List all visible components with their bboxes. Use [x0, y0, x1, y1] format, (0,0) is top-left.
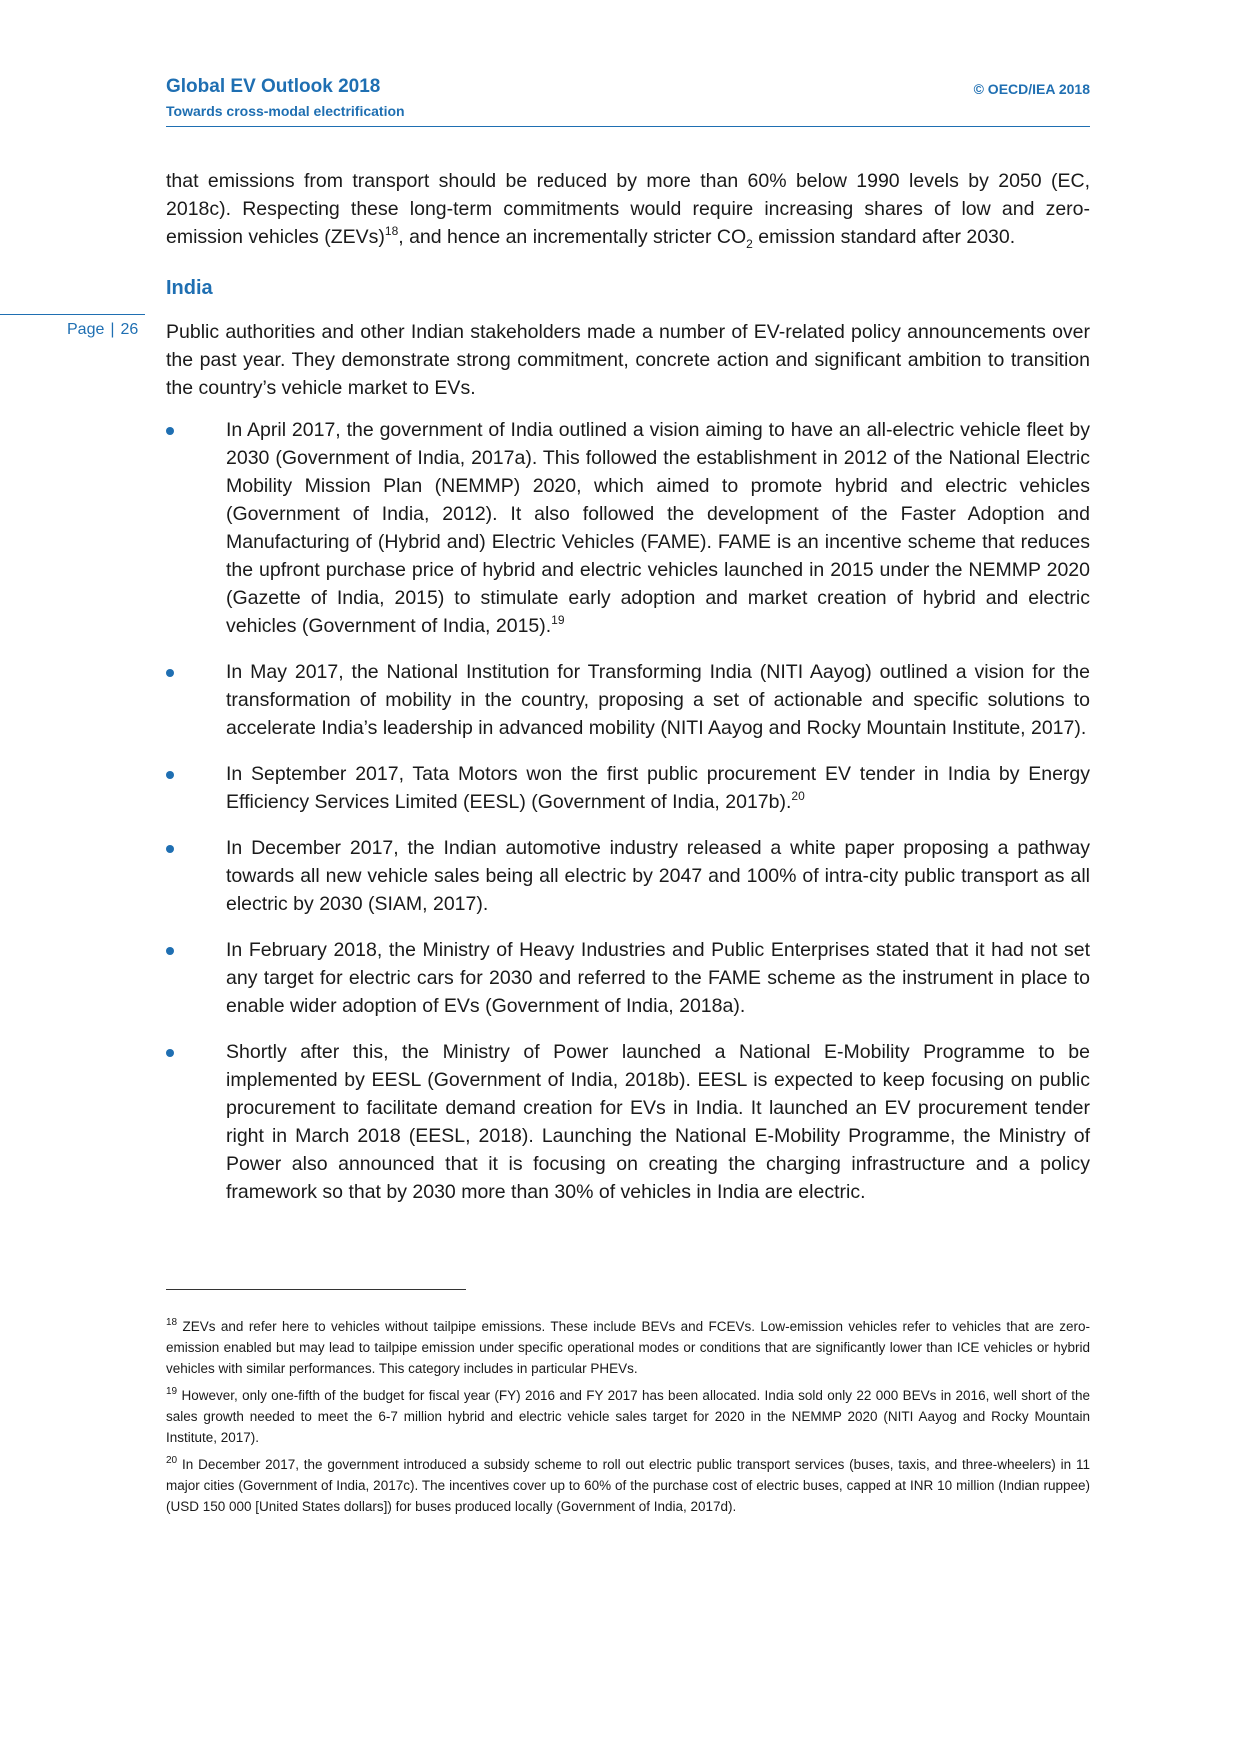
intro-text-b: , and hence an incrementally stricter CO: [398, 226, 747, 248]
bullet-text: In April 2017, the government of India outlined a vision aiming to have an all-electric vehicle fleet by 2030 (Government of India, 2017a). This followed the establishment in 2012 of the National Electric Mobility Mission Plan (NEMMP) 2020, which aimed to promote hybrid and electric vehicles (Government of India, 2012). It also followed the development of the Faster Adoption and Manufacturing of (Hybrid and) Electric Vehicles (FAME). FAME is an incentive scheme that reduces the upfront purchase price of hybrid and electric vehicles launched in 2015 under the NEMMP 2020 (Gazette of India, 2015) to stimulate early adoption and market creation of hybrid and electric vehicles (Government of India, 2015).: [226, 419, 1090, 637]
bullet-icon: [166, 845, 174, 853]
copyright-notice: © OECD/IEA 2018: [973, 81, 1090, 97]
footnote-number: 20: [166, 1454, 178, 1466]
list-item: [166, 936, 1090, 1020]
bullet-text: In February 2018, the Ministry of Heavy Industries and Public Enterprises stated that it had not set any target for electric cars for 2030 and referred to the FAME scheme as the instrument in place to enable wider adoption of EVs (Government of India, 2018a).: [226, 939, 1090, 1017]
page-number-value: 26: [120, 321, 139, 338]
bullet-text: In May 2017, the National Institution for Transforming India (NITI Aayog) outlined a vision for the transformation of mobility in the country, proposing a set of actionable and specific solutions to accelerate India’s leadership in advanced mobility (NITI Aayog and Rocky Mountain Institute, 2017).: [226, 661, 1090, 739]
section-lead-paragraph: Public authorities and other Indian stakeholders made a number of EV-related policy announcements over the past year. They demonstrate strong commitment, concrete action and significant ambition to transition the country’s vehicle market to EVs.: [166, 321, 1090, 399]
footnote-text: In December 2017, the government introduced a subsidy scheme to roll out electric public transport services (buses, taxis, and three-wheelers) in 11 major cities (Government of India, 2017c). The incentives cover up to 60% of the purchase cost of electric buses, capped at INR 10 million (Indian ruppee) (USD 150 000 [United States dollars]) for buses produced locally (Government of India, 2017d).: [166, 1457, 1090, 1514]
report-title: Global EV Outlook 2018: [166, 76, 381, 97]
header-divider: [166, 126, 1090, 127]
report-subtitle: Towards cross-modal electrification: [166, 103, 405, 119]
bullet-text: In September 2017, Tata Motors won the first public procurement EV tender in India by Energy Efficiency Services Limited (EESL) (Government of India, 2017b).: [226, 763, 1090, 813]
list-item: [166, 1038, 1090, 1206]
page-separator: |: [110, 321, 115, 338]
list-item: [166, 658, 1090, 742]
list-item: [166, 760, 1090, 816]
bullet-text: Shortly after this, the Ministry of Power launched a National E-Mobility Programme to be implemented by EESL (Government of India, 2018b). EESL is expected to keep focusing on public procurement to facilitate demand creation for EVs in India. It launched an EV procurement tender right in March 2018 (EESL, 2018). Launching the National E-Mobility Programme, the Ministry of Power also announced that it is focusing on creating the charging infrastructure and a policy framework so that by 2030 more than 30% of vehicles in India are electric.: [226, 1041, 1090, 1203]
section-heading: India: [166, 277, 213, 299]
bullet-icon: [166, 427, 174, 435]
intro-text-a: that emissions from transport should be reduced by more than 60% below 1990 levels by 2050 (EC, 2018c). Respecting these long-term commitments would require increasing shares of low and zero-emission vehicles (ZEVs): [166, 170, 1090, 248]
co2-subscript: 2: [746, 236, 753, 251]
bullet-list: [166, 416, 1090, 1224]
footnote-divider: [166, 1289, 466, 1290]
bullet-text: In December 2017, the Indian automotive industry released a white paper proposing a pathway towards all new vehicle sales being all electric by 2047 and 100% of intra-city public transport as all electric by 2030 (SIAM, 2017).: [226, 837, 1090, 915]
footnote-18: [166, 1316, 1090, 1379]
bullet-icon: [166, 1049, 174, 1057]
list-item: [166, 416, 1090, 640]
footnote-ref-18[interactable]: 18: [384, 223, 399, 238]
page-label: Page: [67, 321, 105, 338]
footnotes: [166, 1316, 1090, 1523]
page-number: [67, 321, 138, 339]
footnote-text: However, only one-fifth of the budget for fiscal year (FY) 2016 and FY 2017 has been allocated. India sold only 22 000 BEVs in 2016, well short of the sales growth needed to meet the 6-7 million hybrid and electric vehicle sales target for 2020 in the NEMMP 2020 (NITI Aayog and Rocky Mountain Institute, 2017).: [166, 1388, 1090, 1445]
footnote-19: [166, 1385, 1090, 1448]
footnote-ref-19[interactable]: 19: [551, 612, 565, 627]
margin-divider: [0, 314, 145, 315]
intro-paragraph: [166, 167, 1090, 251]
footnote-20: [166, 1454, 1090, 1517]
intro-text-c: emission standard after 2030.: [752, 226, 1016, 248]
footnote-number: 18: [166, 1316, 178, 1328]
footnote-ref-20[interactable]: 20: [791, 788, 805, 803]
bullet-icon: [166, 771, 174, 779]
bullet-icon: [166, 669, 174, 677]
footnote-number: 19: [166, 1385, 178, 1397]
footnote-text: ZEVs and refer here to vehicles without tailpipe emissions. These include BEVs and FCEVs. Low-emission vehicles refer to vehicles that are zero-emission enabled but may lead to tailpipe emission under specific operational modes or conditions that are significantly lower than ICE vehicles or hybrid vehicles with similar performances. This category includes in particular PHEVs.: [166, 1319, 1090, 1376]
list-item: [166, 834, 1090, 918]
bullet-icon: [166, 947, 174, 955]
